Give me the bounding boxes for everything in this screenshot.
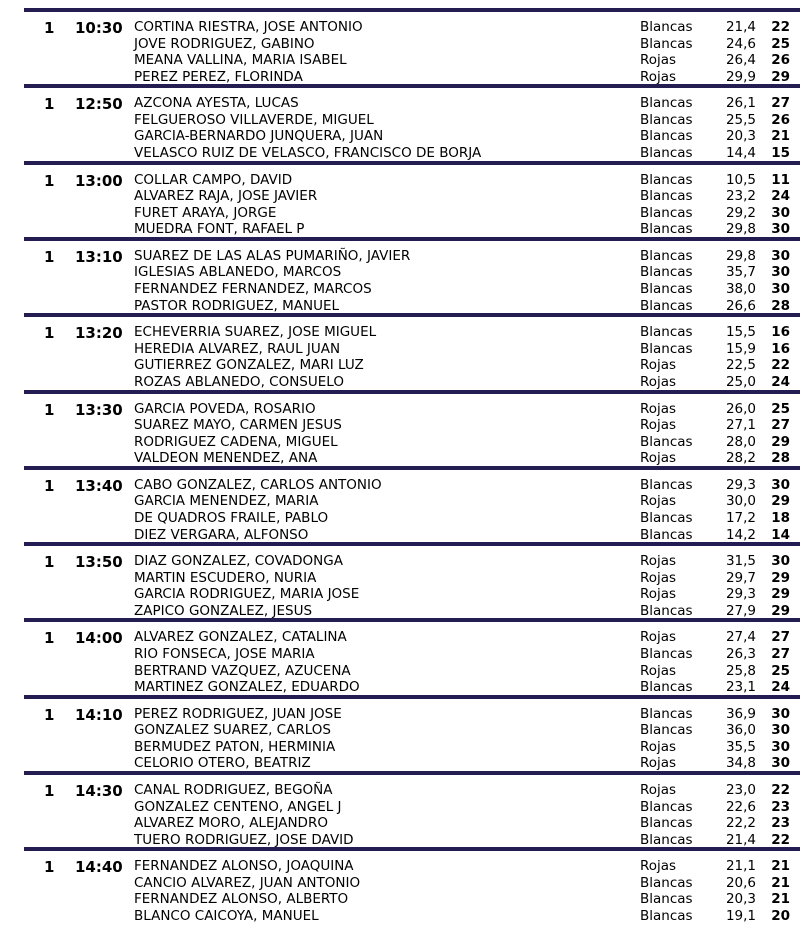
player-name: CORTINA RIESTRA, JOSE ANTONIO (134, 19, 363, 35)
handicap-index: 26,3 (725, 645, 756, 662)
tee-color: Blancas (640, 679, 693, 696)
player-name: DE QUADROS FRAILE, PABLO (134, 509, 329, 526)
playing-handicap: 29 (771, 493, 790, 510)
player-row (24, 858, 800, 875)
player-row (24, 221, 800, 238)
player-name: CANCIO ALVAREZ, JUAN ANTONIO (134, 874, 361, 891)
handicap-index: 26,1 (725, 95, 756, 112)
playing-handicap: 20 (771, 908, 790, 925)
player-row (24, 706, 800, 723)
player-name: TUERO RODRIGUEZ, JOSE DAVID (134, 831, 354, 848)
playing-handicap: 25 (771, 35, 790, 52)
player-row (24, 832, 800, 849)
tee-time-group (24, 161, 800, 237)
start-hole: 1 (44, 705, 55, 724)
player-row (24, 434, 800, 451)
player-row (24, 19, 800, 36)
handicap-index: 29,9 (725, 68, 756, 85)
playing-handicap: 21 (771, 858, 790, 875)
playing-handicap: 23 (771, 798, 790, 815)
handicap-index: 25,5 (725, 111, 756, 128)
player-name: GARCIA-BERNARDO JUNQUERA, JUAN (134, 128, 384, 145)
player-row (24, 875, 800, 892)
playing-handicap: 29 (771, 433, 790, 450)
tee-color: Blancas (640, 204, 693, 221)
player-row (24, 553, 800, 570)
player-name: GARCIA MENENDEZ, MARIA (134, 493, 319, 510)
player-name: HEREDIA ALVAREZ, RAUL JUAN (134, 340, 341, 357)
tee-color: Blancas (640, 35, 693, 52)
playing-handicap: 23 (771, 815, 790, 832)
playing-handicap: 25 (771, 662, 790, 679)
handicap-index: 25,8 (725, 662, 756, 679)
tee-time-group (24, 466, 800, 542)
playing-handicap: 22 (771, 831, 790, 848)
player-name: ALVAREZ GONZALEZ, CATALINA (134, 629, 347, 646)
player-name: MARTINEZ GONZALEZ, EDUARDO (134, 679, 360, 696)
tee-time: 14:30 (75, 782, 123, 800)
player-name: SUAREZ DE LAS ALAS PUMARIÑO, JAVIER (134, 247, 411, 264)
player-row (24, 477, 800, 494)
tee-color: Rojas (640, 569, 677, 586)
start-hole: 1 (44, 476, 55, 495)
start-hole: 1 (44, 553, 55, 572)
tee-color: Rojas (640, 858, 677, 875)
player-row (24, 510, 800, 527)
tee-time-group (24, 618, 800, 694)
player-row (24, 629, 800, 646)
handicap-index: 29,7 (725, 569, 756, 586)
handicap-index: 38,0 (725, 281, 756, 298)
handicap-index: 22,5 (725, 357, 756, 374)
handicap-index: 15,5 (725, 324, 756, 341)
playing-handicap: 30 (771, 755, 790, 772)
start-hole: 1 (44, 324, 55, 343)
handicap-index: 36,0 (725, 722, 756, 739)
player-row (24, 264, 800, 281)
player-name: FERNANDEZ FERNANDEZ, MARCOS (134, 281, 372, 298)
tee-color: Blancas (640, 509, 693, 526)
player-row (24, 646, 800, 663)
start-hole: 1 (44, 782, 55, 800)
playing-handicap: 30 (771, 705, 790, 722)
playing-handicap: 21 (771, 874, 790, 891)
player-row (24, 891, 800, 908)
player-name: PEREZ RODRIGUEZ, JUAN JOSE (134, 705, 342, 722)
tee-color: Rojas (640, 738, 677, 755)
player-row (24, 722, 800, 739)
player-name: BERTRAND VAZQUEZ, AZUCENA (134, 662, 351, 679)
handicap-index: 19,1 (725, 908, 756, 925)
playing-handicap: 27 (771, 95, 790, 112)
player-name: PEREZ PEREZ, FLORINDA (134, 68, 303, 85)
player-row (24, 281, 800, 298)
player-row (24, 799, 800, 816)
tee-time: 14:00 (75, 629, 123, 648)
playing-handicap: 28 (771, 297, 790, 314)
playing-handicap: 22 (771, 357, 790, 374)
player-name: MUEDRA FONT, RAFAEL P (134, 221, 305, 238)
handicap-index: 35,5 (725, 738, 756, 755)
player-name: GARCIA RODRIGUEZ, MARIA JOSE (134, 586, 360, 603)
player-name: ALVAREZ RAJA, JOSE JAVIER (134, 188, 318, 205)
handicap-index: 23,0 (725, 782, 756, 798)
tee-time-group (24, 84, 800, 160)
player-name: GARCIA POVEDA, ROSARIO (134, 400, 316, 417)
handicap-index: 26,6 (725, 297, 756, 314)
handicap-index: 17,2 (725, 509, 756, 526)
player-row (24, 755, 800, 772)
player-name: FELGUEROSO VILLAVERDE, MIGUEL (134, 111, 374, 128)
start-hole: 1 (44, 171, 55, 190)
playing-handicap: 21 (771, 891, 790, 908)
tee-color: Blancas (640, 145, 693, 162)
handicap-index: 26,4 (725, 52, 756, 69)
tee-color: Blancas (640, 221, 693, 238)
player-row (24, 739, 800, 756)
tee-color: Rojas (640, 373, 677, 390)
tee-color: Blancas (640, 340, 693, 357)
start-hole: 1 (44, 400, 55, 419)
start-hole: 1 (44, 858, 55, 877)
player-row (24, 679, 800, 696)
playing-handicap: 15 (771, 145, 790, 162)
player-name: VALDEON MENENDEZ, ANA (134, 450, 318, 467)
tee-color: Blancas (640, 111, 693, 128)
tee-time-group (24, 8, 800, 84)
tee-color: Rojas (640, 662, 677, 679)
player-name: BERMUDEZ PATON, HERMINIA (134, 738, 336, 755)
playing-handicap: 26 (771, 111, 790, 128)
player-name: CANAL RODRIGUEZ, BEGOÑA (134, 782, 333, 798)
handicap-index: 29,8 (725, 247, 756, 264)
tee-color: Blancas (640, 281, 693, 298)
player-name: JOVE RODRIGUEZ, GABINO (134, 35, 315, 52)
player-row (24, 493, 800, 510)
playing-handicap: 29 (771, 569, 790, 586)
player-row (24, 95, 800, 112)
player-name: PASTOR RODRIGUEZ, MANUEL (134, 297, 340, 314)
playing-handicap: 29 (771, 586, 790, 603)
player-name: RODRIGUEZ CADENA, MIGUEL (134, 433, 338, 450)
player-name: MEANA VALLINA, MARIA ISABEL (134, 52, 347, 69)
tee-color: Blancas (640, 722, 693, 739)
start-hole: 1 (44, 629, 55, 648)
handicap-index: 22,6 (725, 798, 756, 815)
handicap-index: 23,1 (725, 679, 756, 696)
handicap-index: 31,5 (725, 553, 756, 570)
player-row (24, 248, 800, 265)
handicap-index: 34,8 (725, 755, 756, 772)
tee-color: Blancas (640, 188, 693, 205)
handicap-index: 29,3 (725, 476, 756, 493)
tee-time: 13:50 (75, 553, 123, 572)
player-row (24, 36, 800, 53)
player-row (24, 172, 800, 189)
tee-color: Blancas (640, 324, 693, 341)
player-row (24, 374, 800, 391)
tee-color: Blancas (640, 95, 693, 112)
player-name: ECHEVERRIA SUAREZ, JOSE MIGUEL (134, 324, 377, 341)
tee-color: Blancas (640, 433, 693, 450)
tee-color: Blancas (640, 831, 693, 848)
tee-color: Blancas (640, 705, 693, 722)
handicap-index: 20,3 (725, 128, 756, 145)
playing-handicap: 24 (771, 188, 790, 205)
tee-color: Rojas (640, 357, 677, 374)
player-row (24, 205, 800, 222)
playing-handicap: 30 (771, 281, 790, 298)
player-row (24, 782, 800, 799)
playing-handicap: 30 (771, 553, 790, 570)
tee-time: 12:50 (75, 95, 123, 114)
player-name: FERNANDEZ ALONSO, JOAQUINA (134, 858, 354, 875)
playing-handicap: 22 (771, 19, 790, 35)
player-name: AZCONA AYESTA, LUCAS (134, 95, 299, 112)
tee-color: Blancas (640, 264, 693, 281)
playing-handicap: 30 (771, 247, 790, 264)
handicap-index: 22,2 (725, 815, 756, 832)
player-name: MARTIN ESCUDERO, NURIA (134, 569, 317, 586)
playing-handicap: 27 (771, 417, 790, 434)
handicap-index: 25,0 (725, 373, 756, 390)
tee-color: Blancas (640, 908, 693, 925)
handicap-index: 24,6 (725, 35, 756, 52)
playing-handicap: 29 (771, 602, 790, 619)
player-row (24, 401, 800, 418)
tee-color: Blancas (640, 297, 693, 314)
tee-color: Blancas (640, 815, 693, 832)
player-row (24, 450, 800, 467)
player-name: GUTIERREZ GONZALEZ, MARI LUZ (134, 357, 364, 374)
player-row (24, 341, 800, 358)
tee-color: Blancas (640, 645, 693, 662)
player-row (24, 570, 800, 587)
playing-handicap: 22 (771, 782, 790, 798)
tee-color: Blancas (640, 602, 693, 619)
tee-color: Rojas (640, 782, 677, 798)
tee-color: Blancas (640, 891, 693, 908)
player-row (24, 586, 800, 603)
player-name: FURET ARAYA, JORGE (134, 204, 277, 221)
tee-time: 14:40 (75, 858, 123, 877)
playing-handicap: 30 (771, 204, 790, 221)
handicap-index: 27,9 (725, 602, 756, 619)
tee-color: Rojas (640, 493, 677, 510)
player-name: ZAPICO GONZALEZ, JESUS (134, 602, 313, 619)
tee-color: Rojas (640, 68, 677, 85)
player-row (24, 527, 800, 544)
player-row (24, 112, 800, 129)
handicap-index: 14,4 (725, 145, 756, 162)
player-name: GONZALEZ SUAREZ, CARLOS (134, 722, 331, 739)
start-hole: 1 (44, 95, 55, 114)
tee-time-group (24, 390, 800, 466)
start-hole: 1 (44, 247, 55, 266)
tee-color: Blancas (640, 128, 693, 145)
playing-handicap: 24 (771, 679, 790, 696)
handicap-index: 29,8 (725, 221, 756, 238)
player-row (24, 69, 800, 86)
playing-handicap: 29 (771, 68, 790, 85)
tee-color: Blancas (640, 19, 693, 35)
tee-color: Rojas (640, 586, 677, 603)
player-row (24, 128, 800, 145)
handicap-index: 29,2 (725, 204, 756, 221)
playing-handicap: 30 (771, 221, 790, 238)
tee-color: Rojas (640, 629, 677, 646)
handicap-index: 21,4 (725, 19, 756, 35)
playing-handicap: 21 (771, 128, 790, 145)
player-name: BLANCO CAICOYA, MANUEL (134, 908, 319, 925)
handicap-index: 20,6 (725, 874, 756, 891)
player-row (24, 357, 800, 374)
playing-handicap: 16 (771, 340, 790, 357)
player-row (24, 908, 800, 925)
player-name: ROZAS ABLANEDO, CONSUELO (134, 373, 344, 390)
player-name: FERNANDEZ ALONSO, ALBERTO (134, 891, 349, 908)
handicap-index: 28,0 (725, 433, 756, 450)
tee-color: Rojas (640, 400, 677, 417)
tee-time: 13:00 (75, 171, 123, 190)
tee-time: 13:10 (75, 247, 123, 266)
tee-time: 13:30 (75, 400, 123, 419)
tee-time: 14:10 (75, 705, 123, 724)
handicap-index: 36,9 (725, 705, 756, 722)
tee-color: Blancas (640, 171, 693, 188)
player-name: SUAREZ MAYO, CARMEN JESUS (134, 417, 342, 434)
tee-time-group (24, 695, 800, 771)
handicap-index: 10,5 (725, 171, 756, 188)
handicap-index: 21,4 (725, 831, 756, 848)
tee-time: 13:40 (75, 476, 123, 495)
player-row (24, 298, 800, 315)
handicap-index: 30,0 (725, 493, 756, 510)
tee-color: Blancas (640, 526, 693, 543)
handicap-index: 27,4 (725, 629, 756, 646)
player-name: IGLESIAS ABLANEDO, MARCOS (134, 264, 342, 281)
player-name: ALVAREZ MORO, ALEJANDRO (134, 815, 328, 832)
playing-handicap: 14 (771, 526, 790, 543)
tee-time-group (24, 771, 800, 847)
handicap-index: 35,7 (725, 264, 756, 281)
handicap-index: 23,2 (725, 188, 756, 205)
tee-color: Blancas (640, 476, 693, 493)
start-hole: 1 (44, 19, 55, 37)
handicap-index: 14,2 (725, 526, 756, 543)
playing-handicap: 18 (771, 509, 790, 526)
player-name: DIEZ VERGARA, ALFONSO (134, 526, 309, 543)
tee-color: Rojas (640, 450, 677, 467)
handicap-index: 26,0 (725, 400, 756, 417)
tee-time-group (24, 313, 800, 389)
playing-handicap: 28 (771, 450, 790, 467)
player-name: GONZALEZ CENTENO, ANGEL J (134, 798, 342, 815)
playing-handicap: 30 (771, 738, 790, 755)
tee-color: Blancas (640, 247, 693, 264)
playing-handicap: 11 (771, 171, 790, 188)
player-row (24, 324, 800, 341)
tee-color: Blancas (640, 874, 693, 891)
tee-color: Rojas (640, 553, 677, 570)
handicap-index: 21,1 (725, 858, 756, 875)
playing-handicap: 30 (771, 264, 790, 281)
playing-handicap: 30 (771, 476, 790, 493)
player-row (24, 663, 800, 680)
player-name: RIO FONSECA, JOSE MARIA (134, 645, 315, 662)
playing-handicap: 27 (771, 645, 790, 662)
player-row (24, 188, 800, 205)
player-row (24, 815, 800, 832)
player-name: COLLAR CAMPO, DAVID (134, 171, 293, 188)
tee-color: Rojas (640, 755, 677, 772)
player-name: VELASCO RUIZ DE VELASCO, FRANCISCO DE BORJA (134, 145, 482, 162)
player-row (24, 417, 800, 434)
handicap-index: 28,2 (725, 450, 756, 467)
player-name: CABO GONZALEZ, CARLOS ANTONIO (134, 476, 382, 493)
player-name: DIAZ GONZALEZ, COVADONGA (134, 553, 343, 570)
tee-color: Blancas (640, 798, 693, 815)
handicap-index: 20,3 (725, 891, 756, 908)
handicap-index: 27,1 (725, 417, 756, 434)
player-name: CELORIO OTERO, BEATRIZ (134, 755, 311, 772)
player-row (24, 52, 800, 69)
playing-handicap: 24 (771, 373, 790, 390)
playing-handicap: 27 (771, 629, 790, 646)
tee-time-group (24, 237, 800, 313)
tee-color: Rojas (640, 417, 677, 434)
playing-handicap: 30 (771, 722, 790, 739)
tee-time: 10:30 (75, 19, 123, 37)
playing-handicap: 16 (771, 324, 790, 341)
playing-handicap: 25 (771, 400, 790, 417)
tee-time-group (24, 542, 800, 618)
handicap-index: 29,3 (725, 586, 756, 603)
tee-time: 13:20 (75, 324, 123, 343)
tee-time-group (24, 847, 800, 923)
tee-color: Rojas (640, 52, 677, 69)
player-row (24, 145, 800, 162)
playing-handicap: 26 (771, 52, 790, 69)
handicap-index: 15,9 (725, 340, 756, 357)
player-row (24, 603, 800, 620)
